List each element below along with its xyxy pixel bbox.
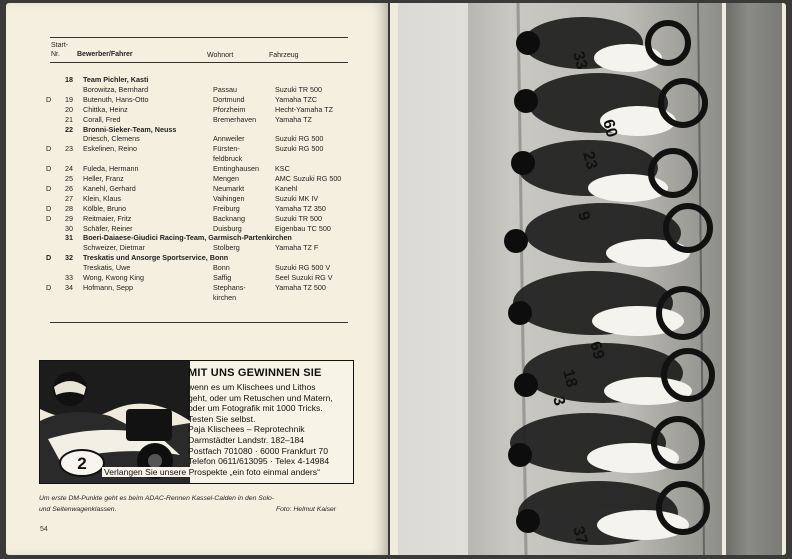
col-header-nr-line2: Nr. bbox=[51, 51, 60, 58]
bottom-rule bbox=[50, 322, 348, 323]
entry-prefix: D bbox=[46, 213, 52, 223]
entry-name: Schweizer, Dietmar bbox=[83, 243, 145, 253]
entry-name: Borowitza, Bernhard bbox=[83, 84, 149, 94]
entry-number: 26 bbox=[65, 183, 73, 193]
entry-bike: Yamaha TZC bbox=[275, 94, 318, 104]
entry-town: Backnang bbox=[213, 213, 245, 223]
col-header-town: Wohnort bbox=[207, 52, 234, 59]
entry-name: Kanehl, Gerhard bbox=[83, 183, 136, 193]
entry-bike: Yamaha TZ 500 bbox=[275, 282, 326, 292]
entry-bike: AMC Suzuki RG 500 bbox=[275, 174, 342, 183]
photo-credit: Foto: Helmut Kaiser bbox=[276, 506, 337, 513]
entry-name: Bronni-Sieker-Team, Neuss bbox=[83, 124, 177, 134]
entry-number: 33 bbox=[65, 273, 73, 282]
entry-bike: Suzuki RG 500 V bbox=[275, 263, 331, 273]
top-rule bbox=[50, 37, 348, 38]
entry-name: Corall, Fred bbox=[83, 114, 121, 124]
race-number-7: 37 bbox=[569, 524, 591, 547]
advertisement bbox=[39, 360, 354, 484]
race-number-5: 69 bbox=[586, 339, 608, 362]
ad-line: wenn es um Klischees und Lithos bbox=[188, 382, 316, 392]
entry-number: 30 bbox=[65, 223, 73, 233]
entry-name: Treskatis und Ansorge Sportservice, Bonn bbox=[83, 253, 229, 263]
entry-number: 24 bbox=[65, 164, 73, 174]
entry-town: kirchen bbox=[213, 292, 237, 302]
sidecar-number: 2 bbox=[77, 454, 87, 473]
col-header-nr-line1: Start- bbox=[51, 42, 69, 49]
entry-number: 32 bbox=[65, 253, 73, 263]
entry-name: Reitmaier, Fritz bbox=[83, 213, 132, 223]
ad-line: Darmstädter Landstr. 182–184 bbox=[188, 435, 305, 445]
ad-line: Postfach 701080 · 6000 Frankfurt 70 bbox=[188, 445, 328, 456]
entry-bike: Suzuki MK IV bbox=[275, 193, 319, 203]
entry-town: Passau bbox=[213, 84, 237, 94]
entry-town: Neumarkt bbox=[213, 183, 245, 193]
caption-line2: und Seitenwagenklassen. bbox=[39, 506, 117, 513]
entry-number: 28 bbox=[65, 203, 73, 213]
entry-town: Pforzheim bbox=[213, 104, 246, 114]
entry-number: 18 bbox=[65, 75, 73, 84]
entry-number: 23 bbox=[65, 144, 73, 154]
caption-line1: Um erste DM-Punkte geht es beim ADAC-Rennen Kassel-Calden in den Solo- bbox=[39, 495, 275, 502]
race-number-4: 9 bbox=[574, 209, 593, 223]
race-photo bbox=[398, 3, 722, 555]
race-number-8: 3 bbox=[549, 394, 568, 408]
entry-name: Treskatis, Uwe bbox=[83, 263, 131, 273]
entry-bike: Kanehl bbox=[275, 183, 298, 193]
entry-number: 31 bbox=[65, 233, 73, 243]
entry-prefix: D bbox=[46, 144, 52, 154]
entry-prefix: D bbox=[46, 164, 52, 174]
entry-town: Emtinghausen bbox=[213, 164, 259, 174]
entry-name: Hofmann, Sepp bbox=[83, 282, 133, 292]
entry-town: Vaihingen bbox=[213, 193, 245, 203]
left-page bbox=[6, 3, 388, 555]
entry-town: Stephans- bbox=[213, 282, 246, 292]
entry-bike: Yamaha TZ F bbox=[275, 243, 319, 253]
col-header-bike: Fahrzeug bbox=[269, 52, 299, 59]
entry-name: Butenuth, Hans-Otto bbox=[83, 94, 149, 104]
entry-name: Chittka, Heinz bbox=[83, 104, 128, 114]
race-number-1: 33 bbox=[569, 49, 591, 72]
entry-prefix: D bbox=[46, 282, 52, 292]
entry-name: Kölble, Bruno bbox=[83, 203, 127, 213]
ad-headline: MIT UNS GEWINNEN SIE bbox=[188, 367, 322, 379]
entry-town: Saffig bbox=[213, 273, 232, 282]
header-rule bbox=[50, 62, 348, 63]
entry-bike: Hecht-Yamaha TZ bbox=[275, 104, 334, 114]
entry-town: Fürsten- bbox=[213, 144, 240, 154]
entry-town: Stolberg bbox=[213, 243, 240, 253]
ad-footer: Verlangen Sie unsere Prospekte „ein foto einmal anders“ bbox=[104, 467, 320, 477]
race-number-3: 23 bbox=[579, 149, 601, 172]
entry-name: Boeri-Daiaese-Giudici Racing-Team, Garmisch-Partenkirchen bbox=[83, 233, 292, 243]
race-number-2: 60 bbox=[599, 117, 621, 140]
entry-town: Dortmund bbox=[213, 94, 245, 104]
entry-name: Team Pichler, Kasti bbox=[83, 75, 149, 84]
ad-line: Paja Klischees – Reprotechnik bbox=[188, 424, 305, 435]
ad-line: oder um Fotografik mit 1000 Tricks. bbox=[188, 403, 323, 414]
entry-number: 29 bbox=[65, 213, 73, 223]
entry-bike: Yamaha TZ 350 bbox=[275, 203, 326, 213]
entry-number: 27 bbox=[65, 193, 73, 203]
entry-prefix: D bbox=[46, 183, 52, 193]
entry-bike: Suzuki TR 500 bbox=[275, 213, 323, 223]
entry-name: Heller, Franz bbox=[83, 174, 124, 183]
entry-bike: Suzuki TR 500 bbox=[275, 84, 323, 94]
col-header-nr bbox=[51, 41, 68, 59]
entry-number: 34 bbox=[65, 282, 73, 292]
entry-town: Bonn bbox=[213, 263, 230, 273]
entry-town: Annweiler bbox=[213, 134, 245, 144]
entry-number: 21 bbox=[65, 114, 73, 124]
entry-name: Schäfer, Reiner bbox=[83, 223, 133, 233]
entry-bike: KSC bbox=[275, 164, 290, 174]
entry-number: 25 bbox=[65, 174, 73, 183]
entry-prefix: D bbox=[46, 94, 52, 104]
entry-town: Mengen bbox=[213, 174, 239, 183]
ad-line: Telefon 0611/613095 · Telex 4-14984 bbox=[188, 456, 330, 467]
entry-prefix: D bbox=[46, 203, 52, 213]
entry-name: Wong, Kwong King bbox=[83, 273, 144, 282]
photo-edge-strip bbox=[726, 3, 782, 555]
entry-prefix: D bbox=[46, 253, 52, 263]
entry-bike: Suzuki RG 500 bbox=[275, 134, 324, 144]
entry-name: Klein, Klaus bbox=[83, 193, 121, 203]
entry-bike: Yamaha TZ bbox=[275, 114, 312, 124]
entry-bike: Suzuki RG 500 bbox=[275, 144, 324, 154]
entry-town: Freiburg bbox=[213, 203, 240, 213]
entry-number: 19 bbox=[65, 94, 73, 104]
ad-line: Testen Sie selbst. bbox=[188, 413, 256, 424]
race-number-6: 18 bbox=[559, 367, 581, 390]
page-number: 54 bbox=[40, 526, 48, 533]
entry-town: Duisburg bbox=[213, 223, 242, 233]
entry-bike: Seel Suzuki RG V bbox=[275, 273, 333, 282]
entry-name: Driesch, Clemens bbox=[83, 134, 140, 144]
entry-number: 20 bbox=[65, 104, 73, 114]
col-header-entrant: Bewerber/Fahrer bbox=[77, 51, 133, 58]
ad-line: geht, oder um Retuschen und Matern, bbox=[188, 392, 333, 403]
entry-name: Fuleda, Hermann bbox=[83, 164, 139, 174]
entry-name: Eskelinen, Reino bbox=[83, 144, 137, 154]
sidecar-racer-image bbox=[40, 361, 190, 483]
entry-town: Bremerhaven bbox=[213, 114, 257, 124]
entry-town: feldbruck bbox=[213, 154, 243, 164]
entry-number: 22 bbox=[65, 124, 73, 134]
entry-bike: Eigenbau TC 500 bbox=[275, 223, 331, 233]
